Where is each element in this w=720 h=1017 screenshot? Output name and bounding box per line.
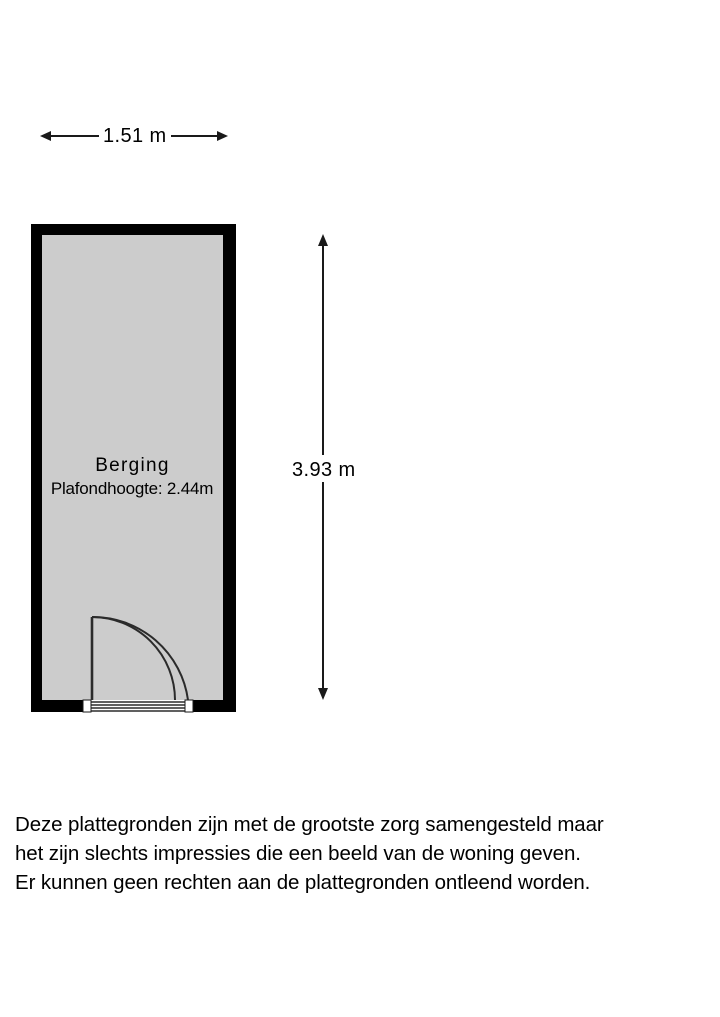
width-dimension-label: 1.51 m (99, 126, 171, 146)
door-opening (83, 700, 193, 712)
disclaimer-line-2: het zijn slechts impressies die een beeld van de woning geven. (15, 842, 581, 865)
disclaimer-line-3: Er kunnen geen rechten aan de plattegronden ontleend worden. (15, 871, 591, 894)
room-label-group (42, 455, 223, 499)
arrowhead-up-icon (318, 234, 328, 246)
room-name-label: Berging (95, 455, 170, 476)
arrowhead-right-icon (217, 131, 228, 141)
disclaimer-text (15, 810, 715, 897)
disclaimer-line-1: Deze plattegronden zijn met de grootste zorg samengesteld maar (15, 813, 604, 836)
arrowhead-left-icon (40, 131, 51, 141)
arrowhead-down-icon (318, 688, 328, 700)
door-jamb-right (185, 700, 193, 712)
room-ceiling-height-label: Plafondhoogte: 2.44m (50, 479, 214, 498)
height-dimension-label: 3.93 m (288, 458, 360, 482)
door-jamb-left (83, 700, 91, 712)
